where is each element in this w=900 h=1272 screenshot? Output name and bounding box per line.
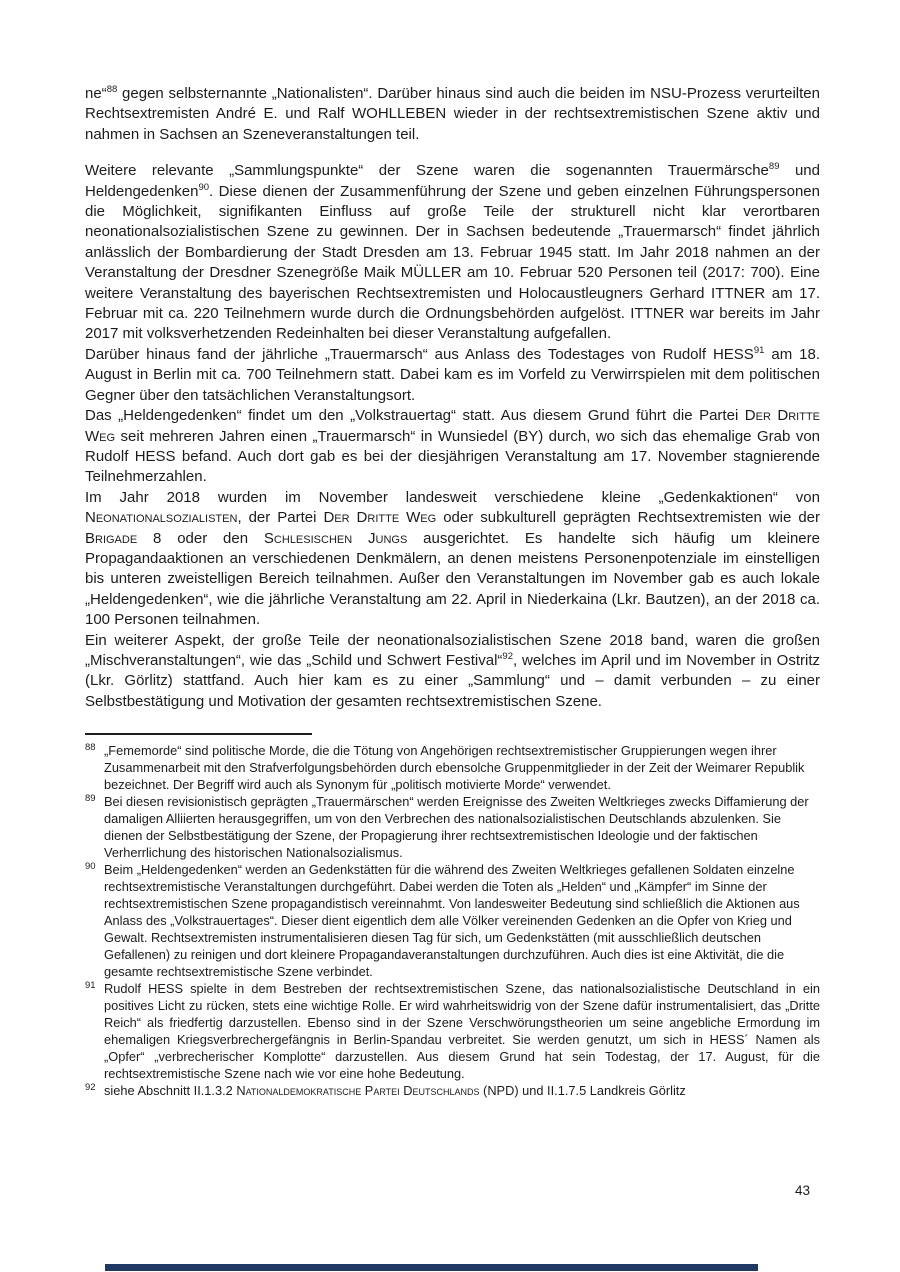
body-paragraph (85, 345, 820, 406)
text-run: Das „Heldengedenken“ findet um den „Volkstrauertag“ statt. Aus diesem Grund führt die Partei (85, 407, 745, 425)
text-run: Weitere relevante „Sammlungspunkte“ der Szene waren die sogenannten Trauermärsche (85, 162, 769, 180)
footnote-item (85, 980, 820, 1082)
body-paragraph (85, 488, 820, 631)
footnote-ref: 89 (768, 161, 780, 173)
body-paragraph (85, 84, 820, 145)
text-run: . Diese dienen der Zusammenführung der Szene und geben einzelnen Führungspersonen die Möglichkeit, signifikanten Einfluss auf große Teile der strukturell nicht klar verortbaren neonationalsozialistischen Szene zu gewinnen. Der in Sachsen bedeutende „Trauermarsch“ findet jährlich anlässlich der Bombardierung der Stadt Dresden am 13. Februar 1945 statt. Im Jahr 2018 nahmen an der Veranstaltung der Dresdner Szenegröße Maik MÜLLER am 10. Februar 520 Personen teil (2017: 700). Eine weitere Veranstaltung des bayerischen Rechtsextremisten und Holocaustleugners Gerhard ITTNER am 17. Februar mit ca. 220 Teilnehmern wurde durch die Ordnungsbehörden aufgelöst. ITTNER war bereits im Jahr 2017 mit volksverhetzenden Redeinhalten bei dieser Veranstaltung aufgefallen. (85, 182, 820, 343)
text-run: am 18. August in Berlin mit ca. 700 Teilnehmern statt. Dabei kam es im Vorfeld zu Verwirrspielen mit dem politischen Gegner über den tatsächlichen Veranstaltungsort. (85, 345, 820, 404)
smallcaps-text: Der Dritte Weg (323, 509, 437, 527)
footnote-number: 91 (85, 980, 96, 991)
footnote-number: 88 (85, 742, 96, 753)
footnote-ref: 92 (502, 650, 513, 662)
smallcaps-text: Nationaldemokratische Partei Deutschlands (236, 1083, 480, 1098)
page-number: 43 (794, 1183, 810, 1198)
footnote-ref: 91 (753, 344, 765, 356)
footnote-item (85, 1082, 820, 1099)
footnote-item (85, 793, 820, 861)
text-run: Bei diesen revisionistisch geprägten „Trauermärschen“ werden Ereignisse des Zweiten Weltkrieges zwecks Diffamierung der damaligen Alliierten herausgegriffen, um von den Verbrechen des nationalsozialistischen Deutschlands abzulenken. Sie dienen der Selbstbestätigung der Szene, der Propagierung ihrer rechtsextremistischen Ideologie und der faktischen Verherrlichung des historischen Nationalsozialismus. (104, 794, 809, 860)
footnote-area (85, 733, 820, 1099)
footer-bar (105, 1264, 758, 1271)
body-text (85, 84, 820, 712)
footnote-number: 89 (85, 793, 96, 804)
smallcaps-text: Brigade 8 (85, 529, 162, 547)
body-paragraph (85, 161, 820, 345)
footnote-ref: 90 (198, 181, 210, 193)
text-run: „Fememorde“ sind politische Morde, die die Tötung von Angehörigen rechtsextremistischer Gruppierungen wegen ihrer Zusammenarbeit mit den Strafverfolgungsbehörden durch ebensolche Gruppenmitglieder in der Zeit der Weimarer Republik bezeichnet. Der Begriff wird auch als Synonym für „politisch motivierte Morde“ verwendet. (104, 743, 805, 792)
text-run: oder den (161, 529, 264, 547)
text-run: Beim „Heldengedenken“ werden an Gedenkstätten für die während des Zweiten Weltkrieges gefallenen Soldaten einzelne rechtsextremistische Veranstaltungen durchgeführt. Dabei werden die Toten als „Helden“ und „Kämpfer“ im Sinne der rechtsextremistischen Szene propagandistisch vereinnahmt. Von landesweiter Bedeutung sind schließlich die Aktionen aus Anlass des „Volkstrauertages“. Dieser dient eigentlich dem alle Völker vereinenden Gedenken an die Opfer von Krieg und Gewalt. Rechtsextremisten instrumentalisieren diesen Tag für sich, um Gedenkstätten (mit ausschließlich deutschen Gefallenen) zu reinigen und dort kleinere Propagandaveranstaltungen durchzuführen. Auch dies ist eine Aktivität, die die gesamte rechtsextremistische Szene verbindet. (104, 862, 800, 979)
footnote-number: 90 (85, 861, 96, 872)
footnote-item (85, 861, 820, 980)
text-run: Ein weiterer Aspekt, der große Teile der neonationalsozialistischen Szene 2018 band, waren die großen „Mischveranstaltungen“, wie das „Schild und Schwert Festival“ (85, 631, 820, 669)
footnote-ref: 88 (106, 84, 118, 95)
body-paragraph (85, 631, 820, 713)
footnote-number: 92 (85, 1082, 96, 1093)
text-run: Im Jahr 2018 wurden im November landesweit verschiedene kleine „Gedenkaktionen“ von (85, 488, 820, 506)
smallcaps-text: Der Dritte Weg (85, 407, 820, 445)
text-run: siehe Abschnitt II.1.3.2 (104, 1083, 237, 1098)
footnote-item (85, 742, 820, 793)
smallcaps-text: Neonationalsozialisten (85, 509, 238, 527)
text-run: , welches im April und im November in Ostritz (Lkr. Görlitz) stattfand. Auch hier kam es zu einer „Sammlung“ und – damit verbunden – zu einer Selbstbestätigung und Motivation der gesamten rechtsextremistischen Szene. (85, 651, 820, 710)
text-run: Darüber hinaus fand der jährliche „Trauermarsch“ aus Anlass des Todestages von Rudolf HESS (85, 345, 754, 363)
text-run: und Heldengedenken (85, 162, 820, 200)
text-run: Rudolf HESS spielte in dem Bestreben der rechtsextremistischen Szene, das nationalsozialistische Deutschland in ein positives Licht zu rücken, stets eine wichtige Rolle. Er wird wahrheitswidrig von der Szene dafür instrumentalisiert, das „Dritte Reich“ als friedfertig darzustellen. Ebenso sind in der Szene Verschwörungstheorien um seine angebliche Ermordung im ehemaligen Kriegsverbrechergefängnis in Berlin-Spandau verbreitet. Sie werden genutzt, um sich in HESS´ Namen als „Opfer“ „verbrecherischer Komplotte“ darzustellen. Aus diesem Grund hat sein Todestag, der 17. August, für die rechtsextremistische Szene nach wie vor eine hohe Bedeutung. (104, 981, 820, 1081)
text-run: gegen selbsternannte „Nationalisten“. Darüber hinaus sind auch die beiden im NSU-Prozess verurteilten Rechtsextremisten André E. und Ralf WOHLLEBEN wieder in der rechtsextremistischen Szene aktiv und nahmen in Sachsen an Szeneveranstaltungen teil. (85, 85, 820, 143)
footnote-separator (85, 733, 312, 735)
body-paragraph (85, 406, 820, 488)
smallcaps-text: Schlesischen Jungs (263, 529, 408, 547)
text-run: seit mehreren Jahren einen „Trauermarsch“ in Wunsiedel (BY) durch, wo sich das ehemalige Grab von Rudolf HESS befand. Auch dort gab es bei der diesjährigen Veranstaltung am 17. November stagnierende Teilnehmerzahlen. (85, 427, 820, 486)
text-run: ne“ (85, 85, 107, 102)
footnotes-list (85, 742, 820, 1099)
text-run: ausgerichtet. Es handelte sich häufig um kleinere Propagandaaktionen an verschiedenen Denkmälern, an denen meistens Personenpotenziale im einstelligen bis unteren zweistelligen Bereich teilnahmen. Außer den Veranstaltungen im November gab es auch lokale „Heldengedenken“, wie die jährliche Veranstaltung am 22. April in Niederkaina (Lkr. Bautzen), an der 2018 ca. 100 Personen teilnahmen. (85, 529, 820, 629)
text-run: oder subkulturell geprägten Rechtsextremisten wie der (436, 509, 820, 527)
text-run: (NPD) und II.1.7.5 Landkreis Görlitz (479, 1083, 686, 1098)
text-run: , der Partei (237, 509, 324, 527)
